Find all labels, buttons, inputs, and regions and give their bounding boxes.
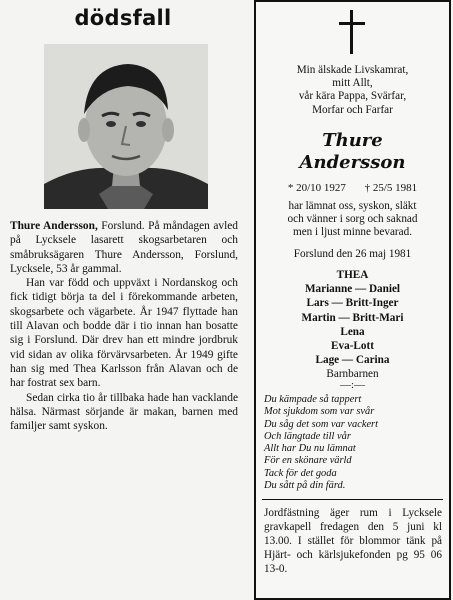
poem-line: Allt har Du nu lämnat [264, 443, 356, 455]
survivor-line: Martin — Britt-Mari [301, 311, 404, 324]
birth-date: * 20/10 1927 [287, 182, 346, 194]
poem-line: Tack för det goda [264, 467, 337, 479]
intro-line: Min älskade Livskamrat, [296, 64, 409, 76]
message-line: men i ljust minne bevarad. [293, 226, 412, 239]
intro-line: Morfar och Farfar [312, 103, 393, 116]
article-paragraph-3: Sedan cirka tio år tillbaka hade han vacklande hälsa. Närmast sörjande är makan, barnen med familjer samt syskon. [10, 391, 238, 433]
cross-icon [339, 10, 365, 54]
poem-line: Du kämpade så tappert [264, 394, 362, 405]
obituary-article [10, 219, 238, 433]
place-date: Forslund den 26 maj 1981 [293, 248, 412, 260]
death-notice [254, 0, 451, 600]
survivor-line: Marianne — Daniel [304, 283, 401, 296]
separator: —:— [339, 379, 366, 391]
survivor-line: Eva-Lott [331, 340, 374, 353]
intro-line: mitt Allt, [332, 77, 373, 90]
poem-line: Du sått på din färd. [264, 480, 346, 492]
section-header: dödsfall [74, 6, 172, 30]
article-paragraph-2: Han var född och uppväxt i Nordanskog och fick tidigt börja ta del i förekommande arbeten, skogsarbete och vägarbete. År 1947 flyttade han till Alavan och bodde där i tio innan han bosatte sig i Forslund. Där drev han ett mindre jordbruk vid sidan av olika förvärvsarbeten. År 1949 gifte han sig med Thea Karlsson från Alavan och de har fostrat sex barn. [10, 277, 238, 390]
memorial-poem [264, 394, 444, 492]
divider [262, 499, 443, 500]
survivor-line: Lars — Britt-Inger [306, 297, 399, 310]
last-name: Andersson [299, 152, 406, 173]
message-line: har lämnat oss, syskon, släkt [288, 200, 417, 212]
notice-message [256, 200, 449, 240]
poem-line: Mot sjukdom som var svår [264, 406, 375, 418]
poem-line: För en skönare värld [264, 455, 352, 467]
death-date: † 25/5 1981 [364, 182, 418, 194]
article-paragraph-1 [10, 219, 238, 276]
survivor-line: THEA [336, 269, 369, 281]
survivors-list [256, 268, 449, 382]
poem-line: Du såg det som var vackert [264, 418, 378, 430]
article-intro-text: Forslund. På måndagen avled på Lycksele lasarett skogsarbetaren och småbruksägaren Thure Andersson, Forslund, Lycksele, 53 år gammal. [10, 220, 238, 275]
survivor-line: Lena [340, 325, 365, 338]
article-name: Thure Andersson, [10, 220, 98, 232]
deceased-name [256, 130, 449, 174]
intro-lines [256, 64, 449, 117]
survivor-line: Lage — Carina [315, 354, 390, 367]
grandchildren-line: Barnbarnen [326, 368, 379, 381]
portrait-photo [44, 44, 208, 209]
portrait-illustration [44, 44, 208, 209]
first-name: Thure [322, 130, 383, 151]
life-dates [256, 182, 449, 195]
poem-line: Och längtade till vår [264, 430, 351, 442]
funeral-notice: Jordfästning äger rum i Lycksele gravkapell fredagen den 5 juni kl 13.00. I stället för blommor tänk på Hjärt- och kärlsjukefonden pg 95 06 13-0. [264, 507, 442, 575]
intro-line: vår kära Pappa, Svärfar, [298, 90, 407, 103]
message-line: och vänner i sorg och saknad [287, 213, 418, 226]
